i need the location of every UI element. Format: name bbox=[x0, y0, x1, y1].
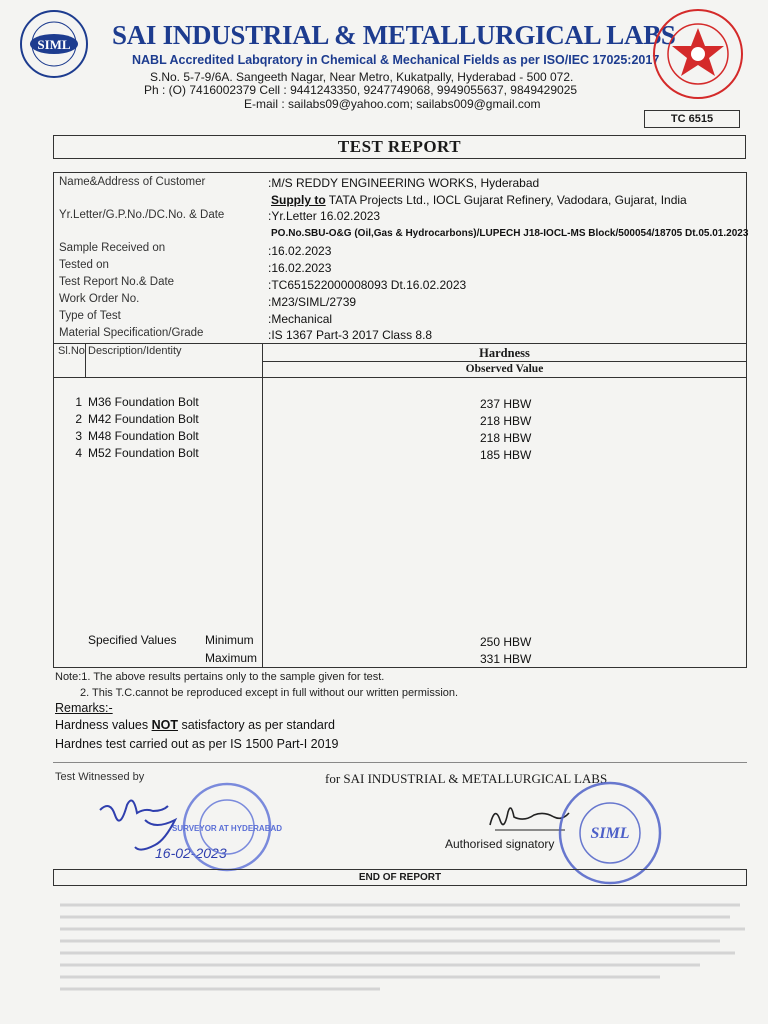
logo-text: SIML bbox=[37, 37, 71, 52]
tc-number-box: TC 6515 bbox=[644, 110, 740, 128]
spec-label: Specified Values bbox=[88, 633, 177, 647]
remarks-label: Remarks:- bbox=[55, 701, 113, 715]
detail-value-material: :IS 1367 Part-3 2017 Class 8.8 bbox=[268, 328, 433, 342]
signature-divider bbox=[53, 762, 747, 763]
lab-name: SAI INDUSTRIAL & METALLURGICAL LABS bbox=[112, 20, 676, 50]
spec-min-label: Minimum bbox=[205, 633, 254, 647]
detail-label-test-type: Type of Test bbox=[59, 310, 121, 322]
witnessed-label: Test Witnessed by bbox=[55, 771, 145, 783]
spec-max-value: 331 HBW bbox=[480, 652, 532, 666]
lab-stamp-text: SIML bbox=[590, 825, 630, 842]
detail-label-material: Material Specification/Grade bbox=[59, 327, 204, 339]
table-top-border bbox=[53, 343, 747, 344]
row-4-desc: M52 Foundation Bolt bbox=[88, 446, 199, 460]
detail-value-customer: :M/S REDDY ENGINEERING WORKS, Hyderabad bbox=[268, 176, 540, 190]
end-of-report: END OF REPORT bbox=[53, 869, 747, 886]
remark-1-bold: NOT bbox=[151, 718, 178, 732]
po-line: PO.No.SBU-O&G (Oil,Gas & Hydrocarbons)/LUPECH J18-IOCL-MS Block/500054/18705 Dt.05.01.2023 bbox=[271, 228, 749, 239]
row-3-desc: M48 Foundation Bolt bbox=[88, 429, 199, 443]
detail-value-letter: :Yr.Letter 16.02.2023 bbox=[268, 209, 381, 223]
col-head-desc: Description/Identity bbox=[88, 345, 182, 357]
witness-date: 16-02-2023 bbox=[155, 845, 227, 861]
detail-label-report-no: Test Report No.& Date bbox=[59, 276, 175, 288]
row-3-no: 3 bbox=[75, 429, 82, 443]
col-head-test: Hardness bbox=[479, 346, 530, 360]
detail-label-customer: Name&Address of Customer bbox=[59, 176, 206, 188]
row-1-desc: M36 Foundation Bolt bbox=[88, 395, 199, 409]
witness-stamp-icon bbox=[171, 780, 283, 875]
report-title: TEST REPORT bbox=[53, 135, 746, 159]
witness-stamp-text: SURVEYOR AT HYDERABAD bbox=[171, 824, 283, 833]
reverse-side-bleed bbox=[60, 895, 750, 1005]
col-head-observed: Observed Value bbox=[465, 363, 544, 375]
lab-phone: Ph : (O) 7416002379 Cell : 9441243350, 9247749068, 9949055637, 9849429025 bbox=[144, 83, 578, 97]
remark-1-pre: Hardness values bbox=[55, 718, 152, 732]
row-2-value: 218 HBW bbox=[480, 414, 532, 428]
detail-value-report-no: :TC651522000008093 Dt.16.02.2023 bbox=[268, 278, 467, 292]
row-1-no: 1 bbox=[75, 395, 82, 409]
row-4-no: 4 bbox=[75, 446, 82, 460]
supply-text: TATA Projects Ltd., IOCL Gujarat Refinery, Vadodara, Gujarat, India bbox=[325, 193, 687, 207]
note-1: Note:1. The above results pertains only to the sample given for test. bbox=[55, 671, 385, 683]
table-col-divider-1 bbox=[85, 343, 86, 377]
remark-1-post: satisfactory as per standard bbox=[177, 718, 335, 732]
note-2: 2. This T.C.cannot be reproduced except in full without our written permission. bbox=[80, 687, 459, 699]
detail-value-work-order: :M23/SIML/2739 bbox=[268, 295, 357, 309]
table-head-border bbox=[53, 377, 747, 378]
remark-2: Hardnes test carried out as per IS 1500 Part-I 2019 bbox=[55, 737, 339, 751]
detail-value-test-type: :Mechanical bbox=[268, 312, 333, 326]
detail-label-tested: Tested on bbox=[59, 259, 109, 271]
row-2-no: 2 bbox=[75, 412, 82, 426]
remark-1 bbox=[55, 718, 335, 732]
lab-address: S.No. 5-7-9/6A. Sangeeth Nagar, Near Metro, Kukatpally, Hyderabad - 500 072. bbox=[150, 70, 574, 84]
supply-line bbox=[271, 193, 687, 207]
col-head-slno: Sl.No bbox=[58, 345, 85, 357]
spec-max-label: Maximum bbox=[205, 651, 258, 665]
table-subhead-border bbox=[262, 361, 747, 362]
detail-value-tested: :16.02.2023 bbox=[268, 261, 332, 275]
row-4-value: 185 HBW bbox=[480, 448, 532, 462]
detail-label-letter: Yr.Letter/G.P.No./DC.No. & Date bbox=[59, 209, 225, 221]
row-2-desc: M42 Foundation Bolt bbox=[88, 412, 199, 426]
authorised-signatory-label: Authorised signatory bbox=[445, 837, 555, 851]
certification-seal-icon bbox=[650, 6, 746, 102]
detail-label-received: Sample Received on bbox=[59, 242, 166, 254]
supply-prefix: Supply to bbox=[271, 193, 326, 207]
table-col-divider-2 bbox=[262, 343, 263, 668]
lab-logo bbox=[12, 8, 108, 80]
row-3-value: 218 HBW bbox=[480, 431, 532, 445]
detail-value-received: :16.02.2023 bbox=[268, 244, 332, 258]
lab-email: E-mail : sailabs09@yahoo.com; sailabs009@gmail.com bbox=[244, 97, 541, 111]
spec-min-value: 250 HBW bbox=[480, 635, 532, 649]
for-lab-label: for SAI INDUSTRIAL & METALLURGICAL LABS bbox=[325, 771, 608, 786]
row-1-value: 237 HBW bbox=[480, 397, 532, 411]
detail-label-work-order: Work Order No. bbox=[59, 293, 140, 305]
accreditation-line: NABL Accredited Labqratory in Chemical & Mechanical Fields as per ISO/IEC 17025:2017 bbox=[132, 53, 660, 67]
